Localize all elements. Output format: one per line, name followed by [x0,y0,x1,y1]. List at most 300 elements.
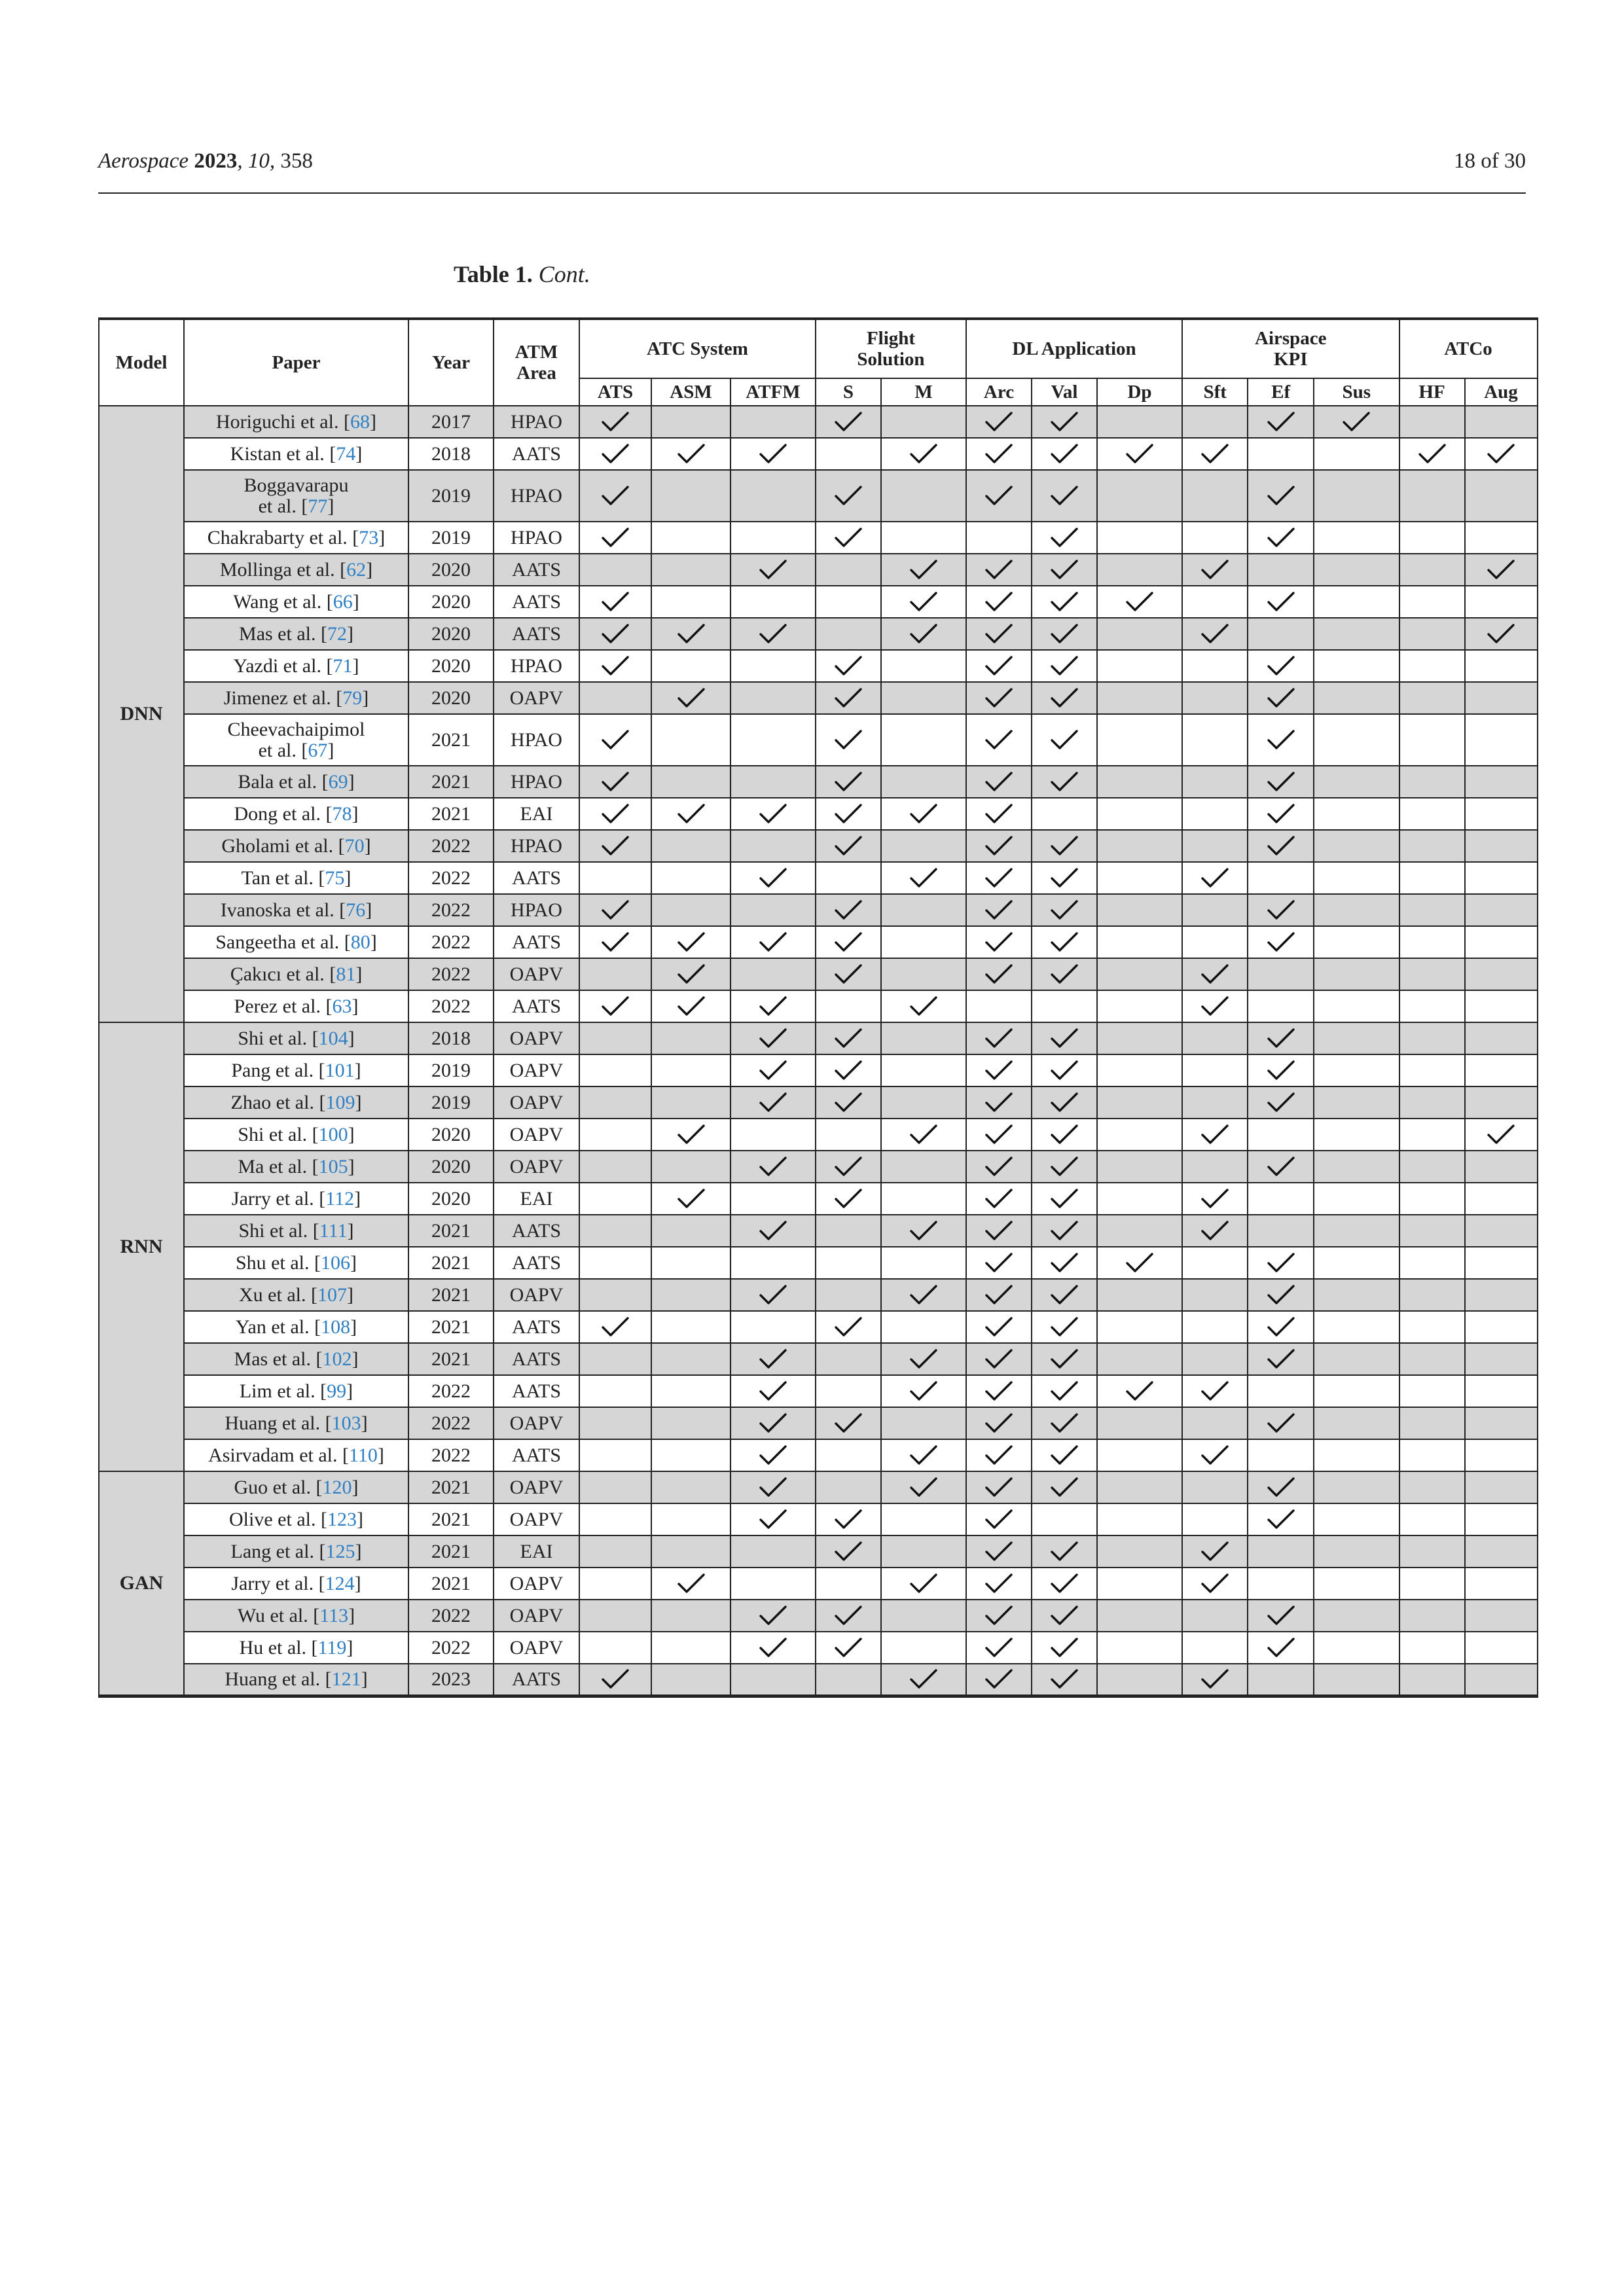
checkmark-icon [602,1316,629,1338]
check-cell-sus [1314,1022,1399,1054]
year-cell: 2021 [408,1471,494,1503]
check-cell-asm [651,522,731,554]
check-cell-val [1032,1535,1097,1568]
check-cell-arc [966,1247,1032,1279]
check-cell-asm [651,1183,731,1215]
paper-cell: Bala et al. [69] [184,766,408,798]
checkmark-icon [602,931,629,954]
check-cell-atfm [731,830,816,862]
reference-link[interactable]: 68 [350,410,370,433]
checkmark-icon [1126,443,1153,465]
reference-link[interactable]: 81 [336,963,356,985]
check-cell-m [881,406,966,438]
checkmark-icon [759,443,787,465]
checkmark-icon [602,771,629,793]
check-cell-sft [1182,1247,1248,1279]
check-cell-ats [579,1568,651,1600]
check-cell-ats [579,1022,651,1054]
paper-authors: Gholami et al. [221,834,334,857]
check-cell-val [1032,1503,1097,1535]
check-cell-hf [1399,522,1465,554]
reference-link[interactable]: 63 [332,995,352,1017]
reference-link[interactable]: 69 [328,770,348,793]
reference-link[interactable]: 111 [319,1219,348,1242]
check-cell-s [816,1568,881,1600]
check-cell-sft [1182,1600,1248,1632]
check-cell-dp [1097,830,1182,862]
year-cell: 2022 [408,1407,494,1439]
check-cell-arc [966,894,1032,926]
check-cell-dp [1097,1054,1182,1086]
paper-authors: Yazdi et al. [233,655,321,677]
paper-cell: Dong et al. [78] [184,798,408,830]
check-cell-ats [579,586,651,618]
checkmark-icon [602,527,629,549]
reference-link[interactable]: 102 [322,1348,352,1370]
paper-authors: Sangeetha et al. [215,931,340,953]
reference-link[interactable]: 62 [346,558,367,581]
reference-link[interactable]: 80 [350,931,370,953]
checkmark-icon [602,623,629,645]
checkmark-icon [602,996,629,1018]
year-cell: 2020 [408,650,494,682]
checkmark-icon [1051,931,1078,954]
table-row [99,586,1538,618]
checkmark-icon [1267,1156,1295,1178]
reference-link[interactable]: 121 [331,1668,361,1690]
header-col-s: S [816,378,881,406]
check-cell-m [881,1535,966,1568]
reference-link[interactable]: 77 [308,495,328,517]
check-cell-arc [966,1311,1032,1343]
check-cell-hf [1399,1086,1465,1119]
check-cell-ef [1248,406,1313,438]
check-cell-m [881,990,966,1022]
check-cell-hf [1399,1471,1465,1503]
check-cell-arc [966,682,1032,714]
reference-link[interactable]: 66 [333,590,353,613]
checkmark-icon [910,1284,937,1306]
reference-link[interactable]: 112 [325,1187,355,1210]
paper-authors: Huang et al. [225,1412,321,1434]
check-cell-m [881,1151,966,1183]
check-cell-dp [1097,958,1182,990]
header-group-dl-application: DL Application [966,319,1182,378]
paper-cell: Tan et al. [75] [184,862,408,894]
reference-link[interactable]: 119 [317,1636,347,1659]
check-cell-arc [966,406,1032,438]
check-cell-ef [1248,554,1313,586]
check-cell-sus [1314,682,1399,714]
reference-link[interactable]: 100 [318,1123,348,1145]
check-cell-ats [579,522,651,554]
paper-authors: Guo et al. [234,1476,311,1498]
check-cell-hf [1399,586,1465,618]
check-cell-s [816,586,881,618]
check-cell-sft [1182,958,1248,990]
reference-link[interactable]: 70 [344,834,365,857]
header-group-atc-system: ATC System [579,319,816,378]
check-cell-sus [1314,990,1399,1022]
reference-link[interactable]: 75 [325,867,345,889]
check-cell-ef [1248,618,1313,650]
caption-label: Table 1. [454,261,533,287]
reference-link[interactable]: 124 [325,1572,355,1594]
paper-authors: Xu et al. [239,1283,306,1306]
check-cell-aug [1465,1471,1538,1503]
check-cell-aug [1465,1247,1538,1279]
checkmark-icon [759,1477,787,1499]
check-cell-sus [1314,1535,1399,1568]
check-cell-s [816,1215,881,1247]
check-cell-ef [1248,586,1313,618]
reference-link[interactable]: 109 [325,1091,355,1113]
checkmark-icon [759,803,787,825]
check-cell-sft [1182,1439,1248,1471]
check-cell-arc [966,1119,1032,1151]
check-cell-s [816,1279,881,1311]
reference-link[interactable]: 106 [321,1251,350,1274]
reference-link[interactable]: 79 [342,687,363,709]
reference-link[interactable]: 123 [327,1508,357,1530]
paper-authors: Yan et al. [235,1316,310,1338]
check-cell-arc [966,990,1032,1022]
check-cell-ef [1248,1022,1313,1054]
check-cell-ats [579,554,651,586]
paper-cell: Jimenez et al. [79] [184,682,408,714]
check-cell-ats [579,990,651,1022]
checkmark-icon [910,803,937,825]
table-row [99,438,1538,470]
checkmark-icon [835,1092,862,1114]
model-cell: RNN [99,1022,184,1471]
check-cell-hf [1399,862,1465,894]
check-cell-arc [966,1279,1032,1311]
check-cell-hf [1399,1311,1465,1343]
reference-link[interactable]: 73 [359,526,379,548]
atm-area-cell: OAPV [494,958,579,990]
checkmark-icon [1126,591,1153,613]
reference-link[interactable]: 104 [318,1027,348,1049]
check-cell-s [816,990,881,1022]
check-cell-dp [1097,1215,1182,1247]
reference-link[interactable]: 74 [336,442,356,465]
paper-cell: Horiguchi et al. [68] [184,406,408,438]
checkmark-icon [985,729,1013,751]
checkmark-icon [759,1348,787,1371]
check-cell-sft [1182,522,1248,554]
check-cell-hf [1399,1503,1465,1535]
atm-area-cell: HPAO [494,894,579,926]
check-cell-atfm [731,1375,816,1407]
table-row [99,1215,1538,1247]
check-cell-val [1032,894,1097,926]
check-cell-sft [1182,406,1248,438]
check-cell-atfm [731,1343,816,1375]
paper-authors: Asirvadam et al. [208,1444,338,1466]
table-row [99,470,1538,522]
check-cell-m [881,798,966,830]
check-cell-ef [1248,1600,1313,1632]
check-cell-m [881,1279,966,1311]
reference-link[interactable]: 76 [346,899,366,921]
check-cell-asm [651,650,731,682]
reference-link[interactable]: 78 [332,802,352,825]
check-cell-ats [579,830,651,862]
checkmark-icon [835,729,862,751]
checkmark-icon [759,1220,787,1242]
check-cell-sft [1182,1471,1248,1503]
atm-area-cell: AATS [494,1247,579,1279]
check-cell-ats [579,714,651,766]
table-row [99,1343,1538,1375]
reference-link[interactable]: 108 [321,1316,351,1338]
running-head [98,149,1526,173]
check-cell-dp [1097,1279,1182,1311]
checkmark-icon [910,996,937,1018]
check-cell-val [1032,1183,1097,1215]
checkmark-icon [985,1252,1013,1274]
checkmark-icon [985,1477,1013,1499]
check-cell-sft [1182,1311,1248,1343]
checkmark-icon [985,1188,1013,1210]
checkmark-icon [1201,867,1229,889]
checkmark-icon [1051,1348,1078,1371]
check-cell-val [1032,830,1097,862]
year-cell: 2021 [408,1535,494,1568]
check-cell-aug [1465,618,1538,650]
checkmark-icon [985,1092,1013,1114]
checkmark-icon [1487,1124,1515,1146]
check-cell-asm [651,714,731,766]
checkmark-icon [985,1444,1013,1467]
checkmark-icon [835,803,862,825]
paper-authors-cont: et al. [258,495,297,517]
checkmark-icon [1201,623,1229,645]
checkmark-icon [1267,931,1295,954]
check-cell-val [1032,406,1097,438]
check-cell-m [881,650,966,682]
checkmark-icon [1201,996,1229,1018]
table-row [99,1151,1538,1183]
paper-cell: Pang et al. [101] [184,1054,408,1086]
check-cell-atfm [731,1022,816,1054]
table-row [99,1119,1538,1151]
checkmark-icon [985,771,1013,793]
atm-area-cell: OAPV [494,682,579,714]
reference-link[interactable]: 103 [331,1412,361,1434]
check-cell-asm [651,958,731,990]
check-cell-m [881,1183,966,1215]
year-cell: 2021 [408,1503,494,1535]
checkmark-icon [985,1668,1013,1691]
checkmark-icon [677,1188,705,1210]
checkmark-icon [835,963,862,986]
check-cell-ats [579,1054,651,1086]
table-row [99,1439,1538,1471]
checkmark-icon [1051,443,1078,465]
checkmark-icon [1267,1092,1295,1114]
check-cell-hf [1399,958,1465,990]
reference-link[interactable]: 113 [319,1604,349,1626]
paper-cell: Olive et al. [123] [184,1503,408,1535]
reference-link[interactable]: 125 [325,1540,355,1562]
paper-cell: Jarry et al. [112] [184,1183,408,1215]
check-cell-asm [651,438,731,470]
paper-authors: Perez et al. [234,995,321,1017]
check-cell-sus [1314,554,1399,586]
check-cell-val [1032,650,1097,682]
reference-link[interactable]: 67 [308,739,328,761]
check-cell-arc [966,1151,1032,1183]
check-cell-atfm [731,1600,816,1632]
checkmark-icon [985,485,1013,507]
reference-link[interactable]: 72 [327,622,347,645]
year-cell: 2022 [408,1439,494,1471]
check-cell-s [816,862,881,894]
check-cell-dp [1097,1119,1182,1151]
year-cell: 2022 [408,926,494,958]
check-cell-arc [966,1471,1032,1503]
check-cell-ats [579,958,651,990]
check-cell-dp [1097,1375,1182,1407]
checkmark-icon [1051,1668,1078,1691]
reference-link[interactable]: 107 [317,1283,347,1306]
atm-area-cell: OAPV [494,1600,579,1632]
check-cell-ats [579,1183,651,1215]
header-col-atfm: ATFM [731,378,816,406]
year-cell: 2022 [408,958,494,990]
paper-cell: Kistan et al. [74] [184,438,408,470]
check-cell-m [881,958,966,990]
checkmark-icon [1051,411,1078,433]
atm-area-cell: AATS [494,1311,579,1343]
paper-authors: Shi et al. [238,1123,308,1145]
paper-cell: Wu et al. [113] [184,1600,408,1632]
check-cell-val [1032,470,1097,522]
table-row [99,1407,1538,1439]
check-cell-s [816,682,881,714]
checkmark-icon [1051,1188,1078,1210]
paper-cell: Lang et al. [125] [184,1535,408,1568]
check-cell-arc [966,438,1032,470]
atm-area-cell: EAI [494,1535,579,1568]
checkmark-icon [910,1124,937,1146]
checkmark-icon [910,1477,937,1499]
check-cell-sft [1182,1343,1248,1375]
checkmark-icon [677,963,705,986]
check-cell-ef [1248,1632,1313,1664]
atm-area-cell: HPAO [494,714,579,766]
checkmark-icon [985,655,1013,677]
paper-cell: Huang et al. [103] [184,1407,408,1439]
header-col-hf: HF [1399,378,1465,406]
check-cell-atfm [731,714,816,766]
check-cell-ats [579,1343,651,1375]
reference-link[interactable]: 99 [327,1380,347,1402]
checkmark-icon [1201,559,1229,581]
table-row [99,862,1538,894]
check-cell-val [1032,522,1097,554]
reference-link[interactable]: 110 [349,1444,378,1466]
check-cell-val [1032,1632,1097,1664]
check-cell-ats [579,862,651,894]
year-cell: 2021 [408,1247,494,1279]
header-paper: Paper [184,319,408,406]
checkmark-icon [1051,655,1078,677]
header-col-ef: Ef [1248,378,1313,406]
atm-area-cell: OAPV [494,1086,579,1119]
checkmark-icon [1267,1060,1295,1082]
header-model: Model [99,319,184,406]
checkmark-icon [985,559,1013,581]
check-cell-dp [1097,1183,1182,1215]
check-cell-ef [1248,1535,1313,1568]
table-row [99,1535,1538,1568]
checkmark-icon [985,1028,1013,1050]
checkmark-icon [1201,963,1229,986]
check-cell-s [816,798,881,830]
check-cell-atfm [731,1407,816,1439]
paper-authors: Tan et al. [241,867,314,889]
check-cell-hf [1399,1407,1465,1439]
checkmark-icon [1051,1605,1078,1627]
check-cell-hf [1399,554,1465,586]
paper-authors: Ma et al. [238,1155,308,1177]
check-cell-ef [1248,862,1313,894]
table-row [99,714,1538,766]
check-cell-sft [1182,682,1248,714]
check-cell-dp [1097,522,1182,554]
paper-authors: Jarry et al. [231,1572,314,1594]
checkmark-icon [759,1028,787,1050]
check-cell-aug [1465,894,1538,926]
check-cell-sus [1314,766,1399,798]
year-cell: 2019 [408,1054,494,1086]
atm-area-cell: HPAO [494,830,579,862]
reference-link[interactable]: 120 [322,1476,352,1498]
check-cell-s [816,1632,881,1664]
checkmark-icon [1051,485,1078,507]
paper-cell: Wang et al. [66] [184,586,408,618]
check-cell-sft [1182,1632,1248,1664]
checkmark-icon [985,1060,1013,1082]
check-cell-atfm [731,862,816,894]
check-cell-sus [1314,1183,1399,1215]
check-cell-val [1032,1664,1097,1696]
check-cell-m [881,1247,966,1279]
checkmark-icon [835,1412,862,1435]
paper-cell: Ivanoska et al. [76] [184,894,408,926]
year-cell: 2022 [408,1632,494,1664]
check-cell-aug [1465,1632,1538,1664]
atm-area-cell: AATS [494,1215,579,1247]
check-cell-aug [1465,1215,1538,1247]
year-cell: 2021 [408,1311,494,1343]
check-cell-s [816,1343,881,1375]
check-cell-s [816,1600,881,1632]
check-cell-s [816,714,881,766]
checkmark-icon [759,1060,787,1082]
check-cell-dp [1097,862,1182,894]
check-cell-s [816,1664,881,1696]
checkmark-icon [910,1348,937,1371]
check-cell-aug [1465,522,1538,554]
check-cell-asm [651,862,731,894]
reference-link[interactable]: 105 [318,1155,348,1177]
reference-link[interactable]: 101 [325,1059,355,1081]
reference-link[interactable]: 71 [333,655,353,677]
